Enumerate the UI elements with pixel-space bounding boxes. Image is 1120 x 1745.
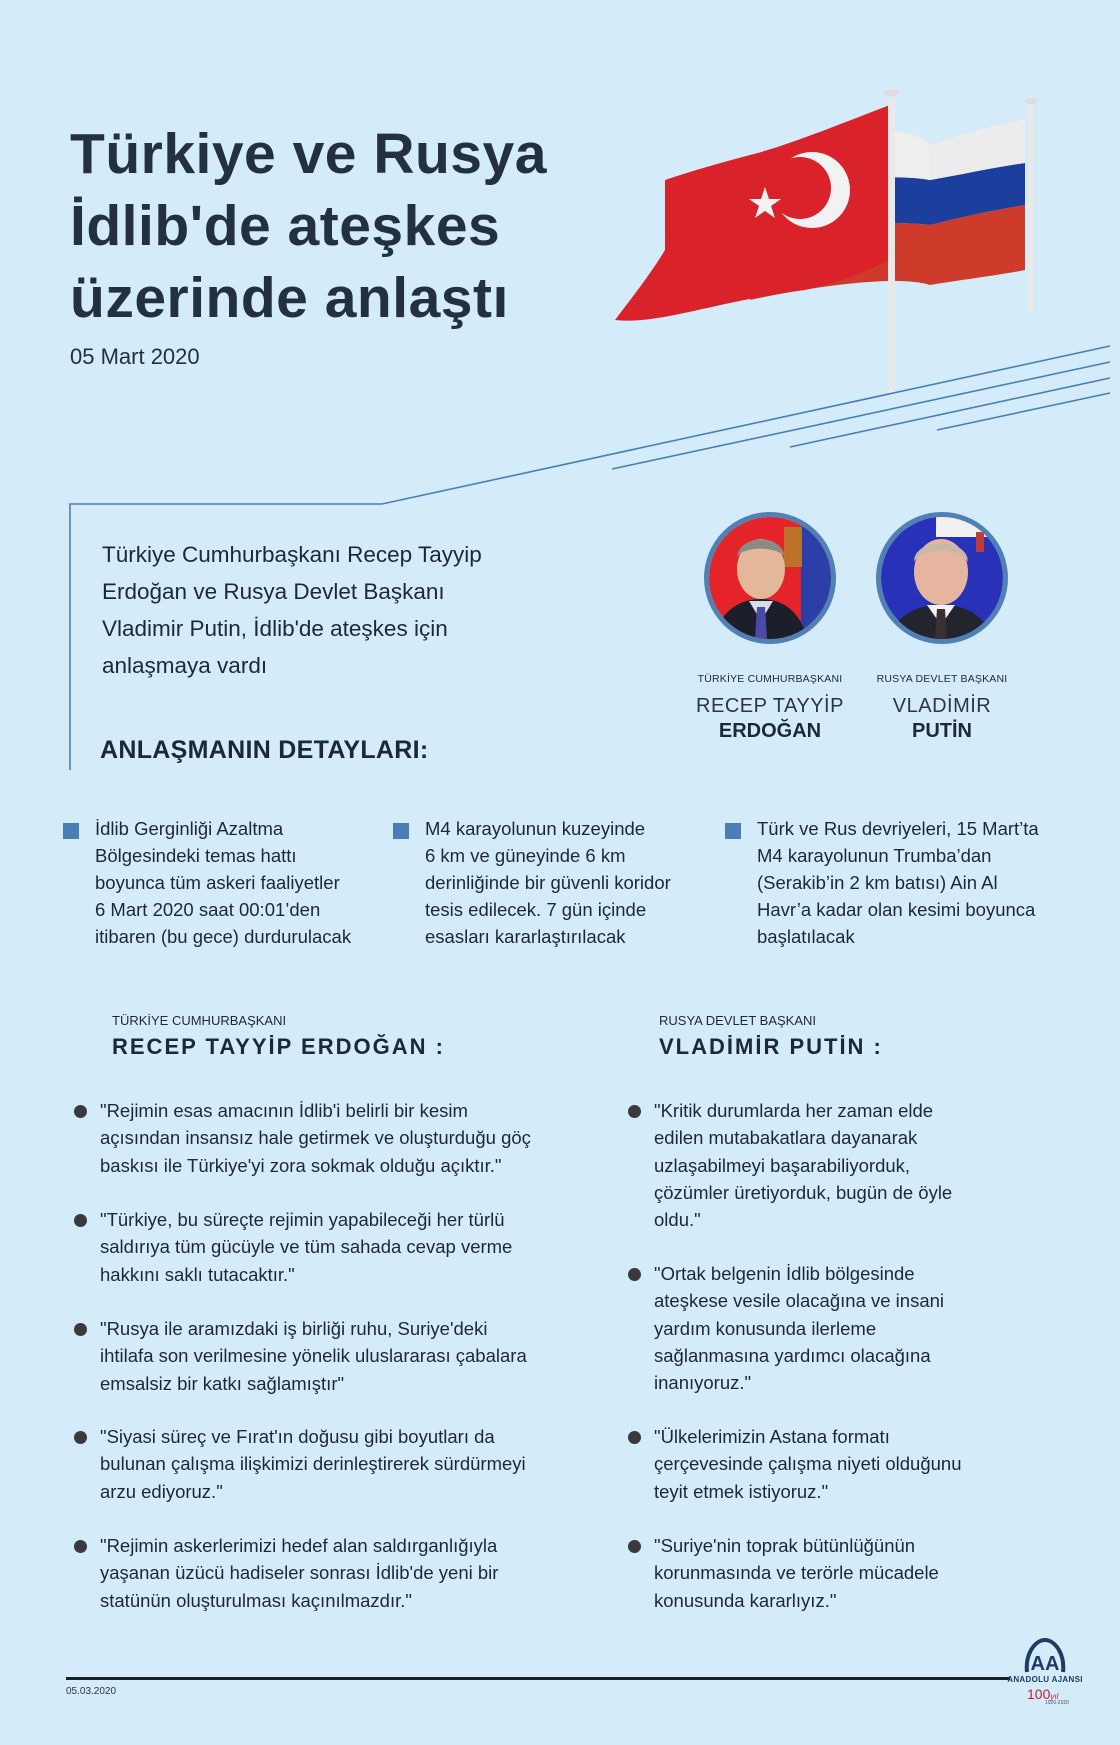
putin-quote xyxy=(628,1423,1068,1508)
erdogan-quote xyxy=(74,1097,574,1182)
erdogan-quote xyxy=(74,1206,574,1291)
intro-line: Vladimir Putin, İdlib'de ateşkes için xyxy=(102,616,448,641)
quote-line: yaşanan üzücü hadiseler sonrası İdlib'de yeni bir xyxy=(100,1562,499,1584)
erdogan-quotes-name: RECEP TAYYİP ERDOĞAN : xyxy=(112,1034,445,1059)
bullet-dot-icon xyxy=(74,1540,87,1553)
detail-item xyxy=(725,815,1065,955)
bullet-dot-icon xyxy=(74,1105,87,1118)
quote-line: saldırıya tüm gücüyle ve tüm sahada cevap verme xyxy=(100,1236,513,1258)
putin-quote xyxy=(628,1260,1068,1400)
quote-line: oldu." xyxy=(654,1209,701,1231)
quote-line: "Siyasi süreç ve Fırat'ın doğusu gibi boyutları da xyxy=(100,1426,495,1447)
footer-divider xyxy=(66,1677,1010,1680)
title-line: Türkiye ve Rusya xyxy=(70,122,547,186)
anadolu-ajansi-logo xyxy=(1005,1636,1085,1706)
detail-line: başlatılacak xyxy=(757,926,855,947)
logo-anniversary-number: 100 xyxy=(1027,1686,1051,1702)
quote-line: teyit etmek istiyoruz." xyxy=(654,1480,829,1502)
bullet-dot-icon xyxy=(628,1105,641,1118)
intro-line: Erdoğan ve Rusya Devlet Başkanı xyxy=(102,579,445,604)
quote-line: hakkını saklı tutacaktır." xyxy=(100,1263,295,1285)
detail-line: (Serakib’in 2 km batısı) Ain Al xyxy=(757,872,998,893)
detail-line: M4 karayolunun kuzeyinde xyxy=(425,818,646,839)
bullet-dot-icon xyxy=(74,1431,87,1444)
erdogan-label xyxy=(670,673,870,743)
aa-logo-icon xyxy=(1023,1636,1067,1674)
quote-line: "Kritik durumlarda her zaman elde xyxy=(654,1100,934,1121)
bullet-dot-icon xyxy=(628,1431,641,1444)
erdogan-quote xyxy=(74,1532,574,1617)
square-bullet-icon xyxy=(725,823,741,839)
putin-quote xyxy=(628,1532,1068,1617)
detail-item xyxy=(393,815,713,955)
quote-line: ihtilafa son verilmesine yönelik uluslararası çabalara xyxy=(100,1345,527,1367)
putin-last-name: PUTİN xyxy=(912,720,972,742)
intro-line: Türkiye Cumhurbaşkanı Recep Tayyip xyxy=(102,542,482,567)
quote-line: baskısı ile Türkiye'yi zora sokmak olduğu açıktır." xyxy=(100,1154,502,1176)
footer-date: 05.03.2020 xyxy=(66,1686,117,1697)
quote-line: edilen mutabakatlara dayanarak xyxy=(654,1127,918,1149)
logo-letters: AA xyxy=(1030,1653,1060,1674)
quote-line: "Rejimin esas amacının İdlib'i belirli bir kesim xyxy=(100,1100,468,1121)
title-line: İdlib'de ateşkes xyxy=(70,194,501,258)
quote-line: ateşkese vesile olacağına ve insani xyxy=(654,1290,945,1312)
quote-line: inanıyoruz." xyxy=(654,1372,752,1394)
bullet-dot-icon xyxy=(628,1268,641,1281)
erdogan-quote xyxy=(74,1315,574,1400)
quote-line: korunmasında ve terörle mücadele xyxy=(654,1562,939,1584)
quote-line: "Suriye'nin toprak bütünlüğünün xyxy=(654,1535,916,1556)
logo-name: ANADOLU AJANSI xyxy=(1007,1675,1083,1684)
bullet-dot-icon xyxy=(74,1323,87,1336)
quote-line: "Rejimin askerlerimizi hedef alan saldırganlığıyla xyxy=(100,1535,498,1556)
intro-paragraph xyxy=(102,536,622,684)
quote-line: emsalsiz bir katkı sağlamıştır" xyxy=(100,1372,345,1394)
erdogan-first-name: RECEP TAYYİP xyxy=(696,695,844,717)
logo-years: 1920-2020 xyxy=(1045,1700,1069,1706)
putin-label xyxy=(842,673,1042,743)
square-bullet-icon xyxy=(63,823,79,839)
details-heading: ANLAŞMANIN DETAYLARI: xyxy=(100,736,429,764)
erdogan-portrait xyxy=(704,512,836,644)
quote-line: sağlanmasına yardımcı olacağına xyxy=(654,1344,931,1366)
detail-item xyxy=(63,815,383,955)
quote-line: "Rusya ile aramızdaki iş birliği ruhu, Suriye'deki xyxy=(100,1318,488,1339)
detail-line: İdlib Gerginliği Azaltma xyxy=(95,818,284,839)
quote-line: konusunda kararlıyız." xyxy=(654,1589,837,1611)
detail-line: M4 karayolunun Trumba’dan xyxy=(757,845,992,866)
putin-portrait xyxy=(876,512,1008,644)
detail-line: esasları kararlaştırılacak xyxy=(425,926,626,947)
erdogan-quotes-role: TÜRKİYE CUMHURBAŞKANI xyxy=(112,1013,287,1028)
putin-quotes-name: VLADİMİR PUTİN : xyxy=(659,1034,883,1059)
detail-line: Havr’a kadar olan kesimi boyunca xyxy=(757,899,1036,920)
detail-line: 6 Mart 2020 saat 00:01’den xyxy=(95,899,321,920)
bullet-dot-icon xyxy=(628,1540,641,1553)
quote-line: açısından insansız hale getirmek ve oluşturduğu göç xyxy=(100,1127,531,1149)
putin-role: RUSYA DEVLET BAŞKANI xyxy=(876,673,1008,685)
quote-line: uzlaşabilmeyi başarabiliyorduk, xyxy=(654,1154,911,1176)
detail-line: Bölgesindeki temas hattı xyxy=(95,845,297,866)
putin-quotes-heading xyxy=(659,1013,883,1060)
erdogan-role: TÜRKİYE CUMHURBAŞKANI xyxy=(697,673,843,685)
erdogan-quotes-heading xyxy=(112,1013,445,1060)
detail-line: Türk ve Rus devriyeleri, 15 Mart’ta xyxy=(757,818,1039,839)
intro-line: anlaşmaya vardı xyxy=(102,653,268,678)
putin-quote xyxy=(628,1097,1068,1237)
quote-line: bulunan çalışma ilişkimizi derinleştirerek sürdürmeyi xyxy=(100,1453,526,1475)
quote-line: çerçevesinde çalışma niyeti olduğunu xyxy=(654,1453,962,1475)
putin-first-name: VLADİMİR xyxy=(892,695,992,717)
erdogan-last-name: ERDOĞAN xyxy=(718,720,822,742)
logo-anniversary-suffix: yıl xyxy=(1050,1692,1059,1701)
title-line: üzerinde anlaştı xyxy=(70,266,509,330)
detail-line: 6 km ve güneyinde 6 km xyxy=(425,845,626,866)
quote-line: çözümler üretiyorduk, bugün de öyle xyxy=(654,1181,953,1203)
detail-line: tesis edilecek. 7 gün içinde xyxy=(425,899,647,920)
square-bullet-icon xyxy=(393,823,409,839)
quote-line: statünün oluşturulması kaçınılmazdır." xyxy=(100,1589,412,1611)
quote-line: "Türkiye, bu süreçte rejimin yapabileceği her türlü xyxy=(100,1209,505,1230)
quote-line: yardım konusunda ilerleme xyxy=(654,1317,877,1339)
putin-quotes-role: RUSYA DEVLET BAŞKANI xyxy=(659,1013,817,1028)
quote-line: arzu ediyoruz." xyxy=(100,1480,223,1502)
detail-line: derinliğinde bir güvenli koridor xyxy=(425,872,671,893)
quote-line: "Ülkelerimizin Astana formatı xyxy=(654,1426,890,1447)
detail-line: boyunca tüm askeri faaliyetler xyxy=(95,872,340,893)
publish-date: 05 Mart 2020 xyxy=(70,344,200,369)
bullet-dot-icon xyxy=(74,1214,87,1227)
detail-line: itibaren (bu gece) durdurulacak xyxy=(95,926,352,947)
erdogan-quote xyxy=(74,1423,574,1508)
quote-line: "Ortak belgenin İdlib bölgesinde xyxy=(654,1263,915,1284)
